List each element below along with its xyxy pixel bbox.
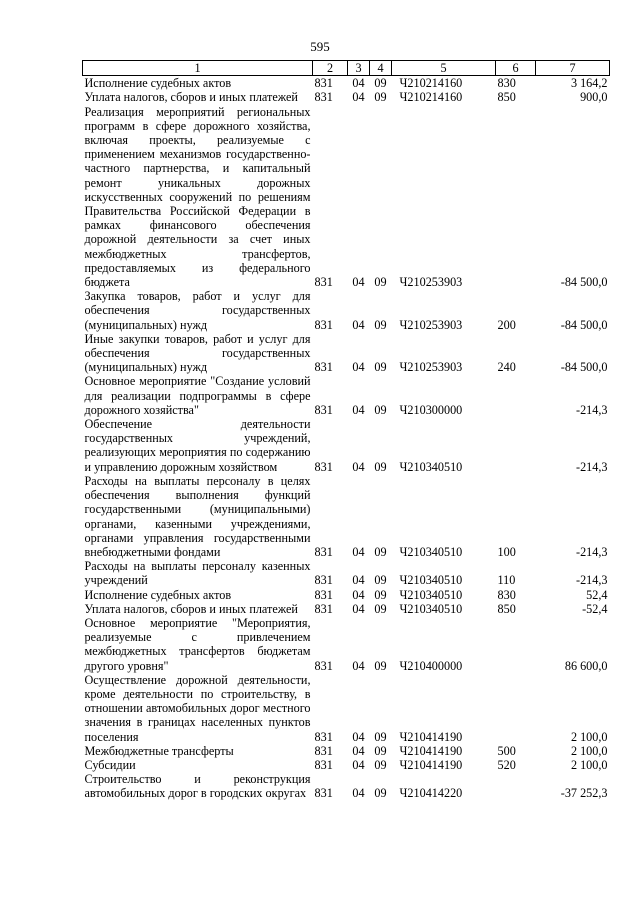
row-expense-type: [496, 105, 536, 290]
row-target-article: Ч210400000: [399, 658, 463, 673]
row-ministry-code: 831: [314, 757, 333, 772]
row-subsection: 09: [374, 275, 387, 290]
column-header-3: 3: [348, 61, 370, 76]
row-expense-type: [496, 772, 536, 800]
row-subsection: 09: [374, 76, 387, 91]
row-expense-type: 850: [497, 90, 516, 105]
table-row: [83, 289, 610, 332]
row-expense-type: 100: [497, 544, 516, 559]
table-row: [83, 744, 610, 758]
table-row: [83, 90, 610, 104]
row-expense-type: 240: [497, 360, 516, 375]
budget-table: [82, 60, 610, 801]
row-ministry-code: 831: [314, 360, 333, 375]
table-row: [83, 559, 610, 587]
row-amount: -214,3: [576, 544, 608, 559]
row-target-article: Ч210340510: [399, 544, 463, 559]
table-row: [83, 76, 610, 91]
row-target-article: Ч210414220: [399, 786, 463, 801]
row-description: Уплата налогов, сборов и иных платежей: [84, 90, 298, 105]
row-expense-type: 200: [497, 317, 516, 332]
row-section: 04: [352, 275, 365, 290]
page-number: 595: [310, 39, 330, 54]
row-amount: -84 500,0: [560, 317, 608, 332]
row-section: 04: [352, 402, 365, 417]
row-ministry-code: 831: [314, 786, 333, 801]
row-description: Межбюджетные трансферты: [84, 743, 234, 758]
row-ministry-code: 831: [314, 275, 333, 290]
row-description: Осуществление дорожной деятельности, кроме деятельности по строительству, в отношении автомобильных дорог местного значения в границах населенных пунктов поселения: [84, 672, 311, 744]
row-target-article: Ч210340510: [399, 601, 463, 616]
row-amount: -37 252,3: [560, 786, 608, 801]
row-description: Субсидии: [84, 757, 136, 772]
row-subsection: 09: [374, 786, 387, 801]
budget-table-body: [83, 61, 610, 801]
row-amount: -214,3: [576, 402, 608, 417]
row-expense-type: 850: [497, 601, 516, 616]
row-section: 04: [352, 76, 365, 91]
row-description: Иные закупки товаров, работ и услуг для обеспечения государственных (муниципальных) нужд: [84, 331, 311, 375]
row-description: Исполнение судебных актов: [84, 76, 232, 91]
column-header-row: [83, 61, 610, 76]
row-target-article: Ч210414190: [399, 743, 463, 758]
column-header-4: 4: [370, 61, 392, 76]
row-target-article: Ч210214160: [399, 76, 463, 91]
row-amount: -84 500,0: [560, 360, 608, 375]
row-section: 04: [352, 587, 365, 602]
row-amount: 2 100,0: [570, 743, 608, 758]
row-amount: -214,3: [576, 573, 608, 588]
table-row: [83, 673, 610, 744]
table-row: [83, 332, 610, 375]
row-section: 04: [352, 360, 365, 375]
row-subsection: 09: [374, 402, 387, 417]
row-amount: 2 100,0: [570, 729, 608, 744]
row-subsection: 09: [374, 459, 387, 474]
column-header-5: 5: [392, 61, 496, 76]
row-subsection: 09: [374, 360, 387, 375]
row-section: 04: [352, 544, 365, 559]
column-header-2: 2: [313, 61, 348, 76]
row-subsection: 09: [374, 743, 387, 758]
row-subsection: 09: [374, 658, 387, 673]
row-expense-type: 500: [497, 743, 516, 758]
row-ministry-code: 831: [314, 402, 333, 417]
row-description: Расходы на выплаты персоналу казенных учреждений: [84, 559, 311, 588]
row-expense-type: 830: [497, 76, 516, 91]
row-description: Закупка товаров, работ и услуг для обеспечения государственных (муниципальных) нужд: [84, 289, 311, 332]
row-target-article: Ч210414190: [399, 757, 463, 772]
row-subsection: 09: [374, 601, 387, 616]
row-section: 04: [352, 573, 365, 588]
table-row: [83, 758, 610, 772]
table-row: [83, 772, 610, 800]
row-expense-type: 520: [497, 757, 516, 772]
row-expense-type: 110: [497, 573, 516, 588]
row-section: 04: [352, 743, 365, 758]
row-amount: -84 500,0: [560, 275, 608, 290]
row-section: 04: [352, 658, 365, 673]
row-target-article: Ч210340510: [399, 587, 463, 602]
row-amount: 52,4: [586, 587, 608, 602]
row-amount: 2 100,0: [570, 757, 608, 772]
row-expense-type: [496, 417, 536, 474]
table-row: [83, 374, 610, 417]
table-row: [83, 616, 610, 673]
column-header-1: 1: [83, 61, 313, 76]
row-section: 04: [352, 601, 365, 616]
row-ministry-code: 831: [314, 573, 333, 588]
row-ministry-code: 831: [314, 743, 333, 758]
row-ministry-code: 831: [314, 90, 333, 105]
row-section: 04: [352, 459, 365, 474]
row-target-article: Ч210253903: [399, 275, 463, 290]
row-description: Обеспечение деятельности государственных учреждений, реализующих мероприятия по содержанию и управлению дорожным хозяйством: [84, 417, 311, 474]
row-target-article: Ч210253903: [399, 360, 463, 375]
row-expense-type: [496, 616, 536, 673]
row-description: Исполнение судебных актов: [84, 587, 232, 602]
row-ministry-code: 831: [314, 544, 333, 559]
row-target-article: Ч210414190: [399, 729, 463, 744]
row-section: 04: [352, 786, 365, 801]
column-header-6: 6: [496, 61, 536, 76]
table-row: [83, 474, 610, 559]
table-row: [83, 417, 610, 474]
table-row: [83, 602, 610, 616]
row-target-article: Ч210340510: [399, 459, 463, 474]
row-description: Расходы на выплаты персоналу в целях обеспечения выполнения функций государственными (муниципальными) органами, казенными учреждениями, органами управления государственными внебюджетными фондами: [84, 473, 311, 559]
row-amount: -214,3: [576, 459, 608, 474]
row-ministry-code: 831: [314, 459, 333, 474]
row-target-article: Ч210300000: [399, 402, 463, 417]
row-subsection: 09: [374, 544, 387, 559]
row-expense-type: 830: [497, 587, 516, 602]
row-ministry-code: 831: [314, 76, 333, 91]
row-amount: -52,4: [582, 601, 608, 616]
row-ministry-code: 831: [314, 317, 333, 332]
row-section: 04: [352, 729, 365, 744]
row-ministry-code: 831: [314, 601, 333, 616]
row-expense-type: [496, 673, 536, 744]
row-ministry-code: 831: [314, 658, 333, 673]
row-target-article: Ч210214160: [399, 90, 463, 105]
row-description: Уплата налогов, сборов и иных платежей: [84, 601, 298, 616]
row-description: Строительство и реконструкция автомобильных дорог в городских округах: [84, 772, 311, 801]
row-target-article: Ч210253903: [399, 317, 463, 332]
row-amount: 86 600,0: [564, 658, 608, 673]
table-row: [83, 105, 610, 290]
row-ministry-code: 831: [314, 587, 333, 602]
row-description: Реализация мероприятий региональных программ в сфере дорожного хозяйства, включая проекты, реализуемые с применением механизмов государственно-частного партнерства, и капитальный ремонт уникальных дорожных искусственных сооружений по решениям Правительства Российской Федерации в рамках финансового обеспечения дорожной деятельности за счет иных межбюджетных трансфертов, предоставляемых из федерального бюджета: [84, 104, 311, 290]
row-description: Основное мероприятие "Мероприятия, реализуемые с привлечением межбюджетных трансфертов бюджетам другого уровня": [84, 615, 311, 673]
row-description: Основное мероприятие "Создание условий для реализации подпрограммы в сфере дорожного хозяйства": [84, 374, 311, 417]
row-amount: 3 164,2: [570, 76, 608, 91]
row-subsection: 09: [374, 757, 387, 772]
row-section: 04: [352, 757, 365, 772]
row-subsection: 09: [374, 587, 387, 602]
row-section: 04: [352, 90, 365, 105]
row-target-article: Ч210340510: [399, 573, 463, 588]
column-header-7: 7: [536, 61, 610, 76]
row-subsection: 09: [374, 729, 387, 744]
table-row: [83, 588, 610, 602]
row-expense-type: [496, 374, 536, 417]
row-ministry-code: 831: [314, 729, 333, 744]
row-subsection: 09: [374, 317, 387, 332]
row-amount: 900,0: [580, 90, 608, 105]
row-subsection: 09: [374, 90, 387, 105]
row-section: 04: [352, 317, 365, 332]
row-subsection: 09: [374, 573, 387, 588]
